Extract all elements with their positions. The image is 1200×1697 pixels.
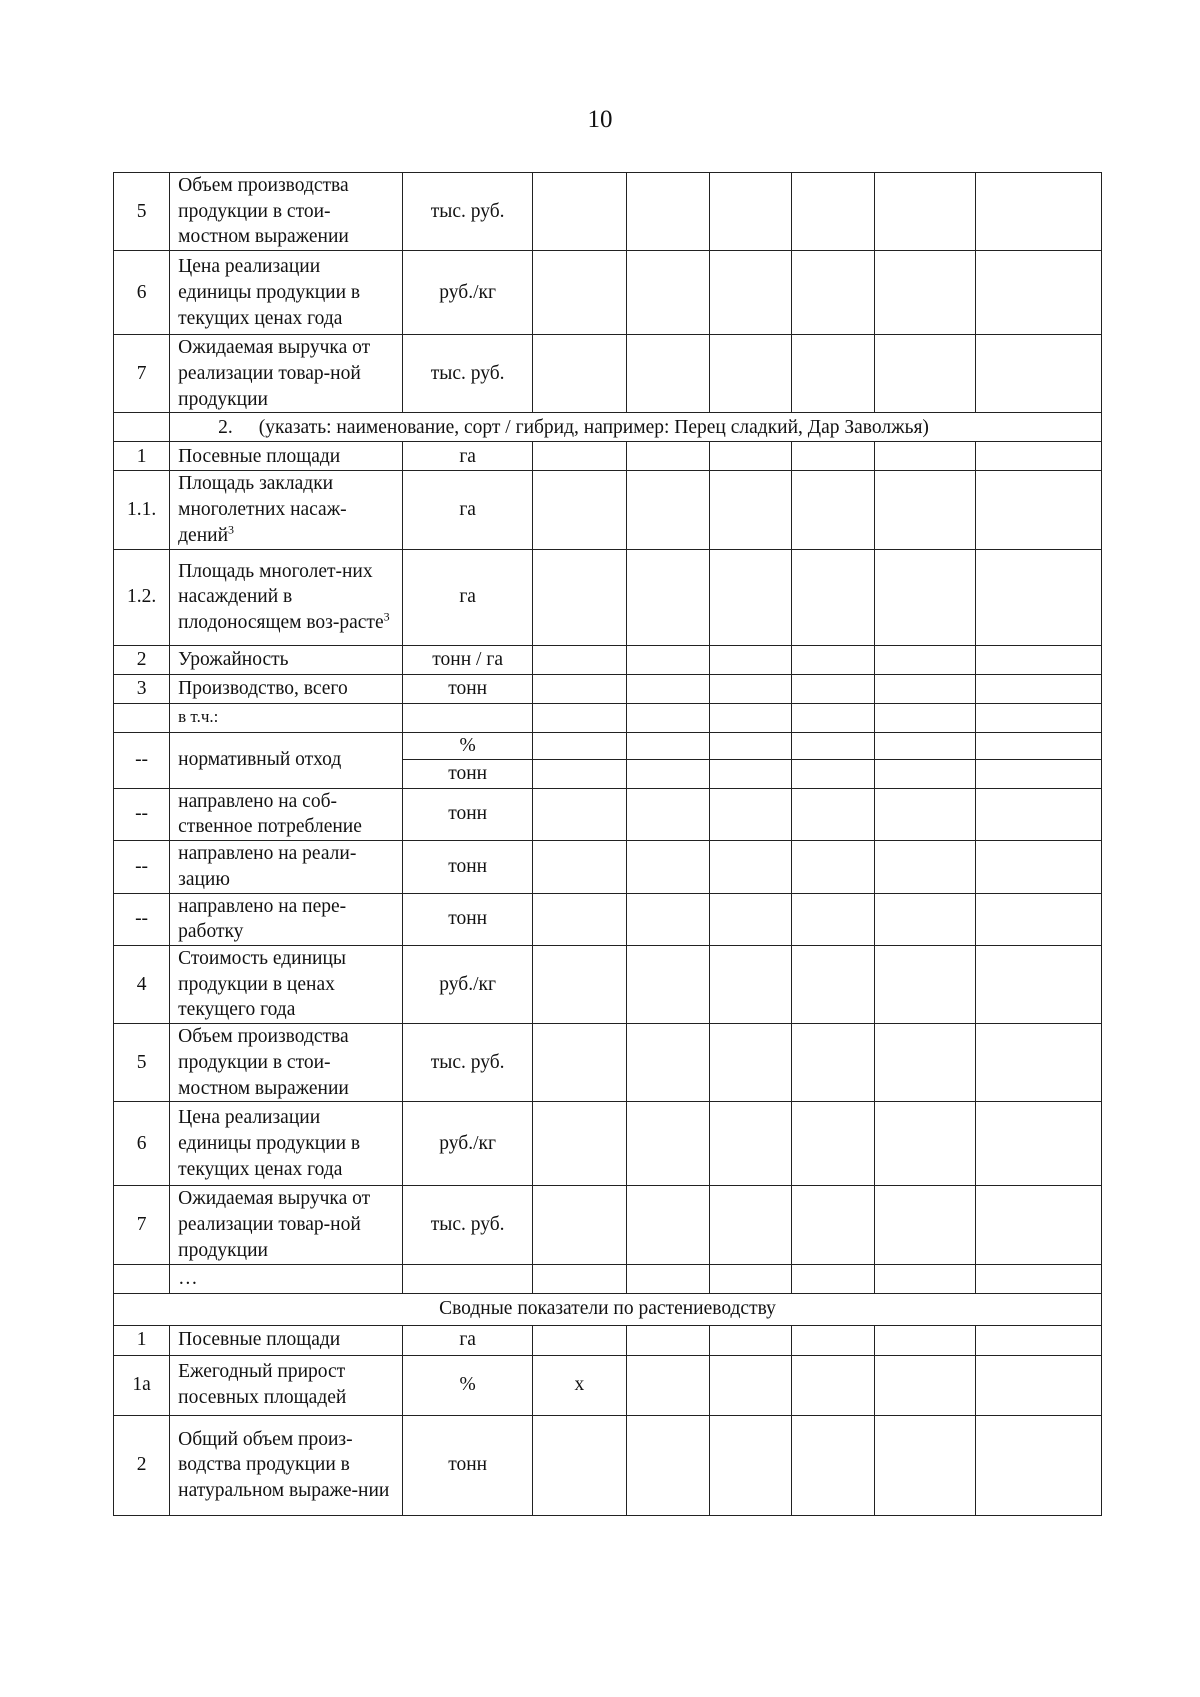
value-cell[interactable] — [975, 1264, 1101, 1293]
indicator-name: Посевные площади — [170, 1325, 403, 1355]
value-cell[interactable] — [626, 1186, 709, 1264]
value-cell[interactable] — [710, 251, 792, 335]
indicator-name: направлено на соб-ственное потребление — [170, 788, 403, 840]
table-row — [114, 732, 1102, 759]
value-cell[interactable] — [792, 251, 875, 335]
value-cell[interactable] — [626, 173, 709, 251]
value-cell[interactable] — [975, 1415, 1101, 1515]
value-cell[interactable] — [875, 946, 975, 1024]
row-number: 1.1. — [114, 471, 170, 549]
table-row — [114, 1264, 1102, 1293]
value-cell[interactable] — [532, 759, 626, 788]
value-cell[interactable] — [626, 841, 709, 893]
table-row — [114, 674, 1102, 703]
unit: тонн / га — [403, 645, 533, 674]
value-cell[interactable] — [875, 788, 975, 840]
value-cell[interactable] — [975, 1325, 1101, 1355]
row-number: 3 — [114, 674, 170, 703]
value-cell[interactable] — [626, 732, 709, 759]
table-row — [114, 549, 1102, 645]
value-cell[interactable] — [875, 703, 975, 732]
value-cell[interactable] — [626, 251, 709, 335]
section-header-row — [114, 413, 1102, 442]
unit: тонн — [403, 759, 533, 788]
unit: га — [403, 549, 533, 645]
value-cell[interactable] — [626, 1415, 709, 1515]
indicator-name: Посевные площади — [170, 442, 403, 471]
value-cell[interactable] — [792, 442, 875, 471]
value-cell[interactable] — [792, 759, 875, 788]
unit: тыс. руб. — [403, 1186, 533, 1264]
unit: га — [403, 442, 533, 471]
value-cell[interactable] — [875, 251, 975, 335]
value-cell[interactable] — [710, 1355, 792, 1415]
unit: га — [403, 1325, 533, 1355]
value-cell[interactable] — [532, 893, 626, 945]
value-cell[interactable] — [875, 173, 975, 251]
indicator-name: Ежегодный прирост посевных площадей — [170, 1355, 403, 1415]
value-cell[interactable] — [626, 788, 709, 840]
indicator-name — [170, 549, 403, 645]
table-row — [114, 788, 1102, 840]
table-row — [114, 335, 1102, 413]
value-cell[interactable] — [710, 549, 792, 645]
table-row — [114, 251, 1102, 335]
value-cell[interactable] — [626, 703, 709, 732]
value-cell[interactable] — [532, 1325, 626, 1355]
value-cell[interactable] — [792, 1186, 875, 1264]
value-cell[interactable] — [532, 1264, 626, 1293]
value-cell[interactable] — [532, 442, 626, 471]
value-cell[interactable] — [532, 1415, 626, 1515]
value-cell[interactable] — [792, 1415, 875, 1515]
value-cell[interactable] — [875, 645, 975, 674]
unit: тонн — [403, 893, 533, 945]
value-cell[interactable] — [710, 759, 792, 788]
value-cell[interactable] — [875, 1325, 975, 1355]
indicator-text: Площадь многолет-них насаждений в плодоносящем воз-расте — [178, 560, 384, 633]
value-cell[interactable] — [532, 1024, 626, 1102]
table-row — [114, 1024, 1102, 1102]
summary-title: Сводные показатели по растениеводству — [114, 1293, 1102, 1325]
value-cell[interactable] — [626, 893, 709, 945]
unit: руб./кг — [403, 946, 533, 1024]
value-cell[interactable] — [975, 335, 1101, 413]
indicator-name: Цена реализации единицы продукции в текущих ценах года — [170, 251, 403, 335]
table-row — [114, 1355, 1102, 1415]
value-cell[interactable] — [875, 1355, 975, 1415]
row-number: 5 — [114, 1024, 170, 1102]
table-row — [114, 471, 1102, 549]
row-number: 2 — [114, 645, 170, 674]
section-number: 2. — [218, 416, 233, 438]
value-cell[interactable] — [710, 471, 792, 549]
value-cell[interactable] — [626, 335, 709, 413]
value-cell[interactable] — [792, 173, 875, 251]
row-number: -- — [114, 788, 170, 840]
indicator-name: Цена реализации единицы продукции в текущих ценах года — [170, 1102, 403, 1186]
indicator-name: Объем производства продукции в стои-мостном выражении — [170, 1024, 403, 1102]
unit: руб./кг — [403, 251, 533, 335]
empty-cell — [114, 413, 170, 442]
row-number: 7 — [114, 335, 170, 413]
section-title — [170, 413, 1102, 442]
row-number: 2 — [114, 1415, 170, 1515]
table-row — [114, 841, 1102, 893]
row-number: -- — [114, 893, 170, 945]
value-cell[interactable] — [792, 335, 875, 413]
value-cell[interactable] — [792, 788, 875, 840]
row-number: -- — [114, 732, 170, 788]
value-cell[interactable] — [532, 946, 626, 1024]
value-cell[interactable] — [875, 1264, 975, 1293]
table-row — [114, 1415, 1102, 1515]
row-number: 1.2. — [114, 549, 170, 645]
value-cell[interactable] — [626, 1325, 709, 1355]
row-number: 1а — [114, 1355, 170, 1415]
value-cell[interactable] — [792, 841, 875, 893]
value-cell: х — [532, 1355, 626, 1415]
value-cell[interactable] — [532, 732, 626, 759]
row-number: 4 — [114, 946, 170, 1024]
unit: тонн — [403, 1415, 533, 1515]
value-cell[interactable] — [975, 471, 1101, 549]
indicator-name: Объем производства продукции в стои-мостном выражении — [170, 173, 403, 251]
unit: тыс. руб. — [403, 173, 533, 251]
value-cell[interactable] — [875, 674, 975, 703]
value-cell[interactable] — [875, 732, 975, 759]
value-cell[interactable] — [875, 841, 975, 893]
value-cell[interactable] — [875, 335, 975, 413]
value-cell[interactable] — [875, 759, 975, 788]
indicator-name: Урожайность — [170, 645, 403, 674]
value-cell[interactable] — [975, 1186, 1101, 1264]
value-cell[interactable] — [710, 1415, 792, 1515]
value-cell[interactable] — [975, 1102, 1101, 1186]
value-cell[interactable] — [626, 1024, 709, 1102]
value-cell[interactable] — [710, 893, 792, 945]
ellipsis: … — [170, 1264, 403, 1293]
row-number: 7 — [114, 1186, 170, 1264]
row-number: 5 — [114, 173, 170, 251]
unit: га — [403, 471, 533, 549]
value-cell[interactable] — [875, 442, 975, 471]
value-cell[interactable] — [532, 1102, 626, 1186]
value-cell[interactable] — [532, 841, 626, 893]
value-cell[interactable] — [975, 1355, 1101, 1415]
value-cell[interactable] — [626, 1102, 709, 1186]
value-cell[interactable] — [975, 788, 1101, 840]
value-cell[interactable] — [710, 1325, 792, 1355]
indicator-name: в т.ч.: — [170, 703, 403, 732]
value-cell[interactable] — [626, 946, 709, 1024]
indicator-name: Общий объем произ-водства продукции в натуральном выраже-нии — [170, 1415, 403, 1515]
value-cell[interactable] — [875, 1102, 975, 1186]
value-cell[interactable] — [710, 703, 792, 732]
table-row — [114, 442, 1102, 471]
crop-production-table — [113, 172, 1102, 1516]
indicator-name: Производство, всего — [170, 674, 403, 703]
row-number: 1 — [114, 1325, 170, 1355]
value-cell[interactable] — [792, 946, 875, 1024]
value-cell[interactable] — [975, 173, 1101, 251]
value-cell[interactable] — [710, 442, 792, 471]
table-row — [114, 893, 1102, 945]
table-row — [114, 173, 1102, 251]
table-row — [114, 703, 1102, 732]
value-cell[interactable] — [710, 1024, 792, 1102]
value-cell[interactable] — [710, 841, 792, 893]
value-cell[interactable] — [875, 893, 975, 945]
indicator-name: Стоимость единицы продукции в ценах текущего года — [170, 946, 403, 1024]
value-cell[interactable] — [875, 1186, 975, 1264]
table-row — [114, 645, 1102, 674]
value-cell[interactable] — [532, 173, 626, 251]
table-row — [114, 1102, 1102, 1186]
value-cell[interactable] — [626, 759, 709, 788]
value-cell[interactable] — [532, 251, 626, 335]
footnote-ref: 3 — [228, 522, 235, 537]
value-cell[interactable] — [710, 645, 792, 674]
value-cell[interactable] — [532, 1186, 626, 1264]
row-number: 6 — [114, 251, 170, 335]
value-cell[interactable] — [975, 1024, 1101, 1102]
unit: руб./кг — [403, 1102, 533, 1186]
value-cell[interactable] — [710, 946, 792, 1024]
unit: тыс. руб. — [403, 335, 533, 413]
value-cell[interactable] — [626, 471, 709, 549]
value-cell[interactable] — [626, 442, 709, 471]
empty-cell — [114, 1264, 170, 1293]
row-number: 6 — [114, 1102, 170, 1186]
indicator-name: нормативный отход — [170, 732, 403, 788]
indicator-name: направлено на пере-работку — [170, 893, 403, 945]
table-row — [114, 946, 1102, 1024]
unit: тонн — [403, 841, 533, 893]
value-cell[interactable] — [710, 1186, 792, 1264]
unit: тыс. руб. — [403, 1024, 533, 1102]
value-cell[interactable] — [975, 442, 1101, 471]
value-cell[interactable] — [532, 674, 626, 703]
value-cell[interactable] — [875, 1415, 975, 1515]
unit: тонн — [403, 788, 533, 840]
value-cell[interactable] — [792, 674, 875, 703]
table-row — [114, 1325, 1102, 1355]
value-cell[interactable] — [710, 1264, 792, 1293]
value-cell[interactable] — [792, 645, 875, 674]
value-cell[interactable] — [792, 1102, 875, 1186]
value-cell[interactable] — [792, 471, 875, 549]
value-cell[interactable] — [626, 1264, 709, 1293]
value-cell[interactable] — [532, 471, 626, 549]
table-row — [114, 1186, 1102, 1264]
indicator-text: Площадь закладки многолетних насаж-дений — [178, 473, 347, 546]
indicator-name: Ожидаемая выручка от реализации товар-ной продукции — [170, 335, 403, 413]
value-cell[interactable] — [710, 674, 792, 703]
indicator-name: направлено на реали-зацию — [170, 841, 403, 893]
value-cell[interactable] — [626, 645, 709, 674]
value-cell[interactable] — [792, 893, 875, 945]
value-cell[interactable] — [710, 732, 792, 759]
value-cell[interactable] — [792, 1024, 875, 1102]
value-cell[interactable] — [792, 1325, 875, 1355]
empty-cell — [403, 1264, 533, 1293]
value-cell[interactable] — [532, 335, 626, 413]
value-cell[interactable] — [710, 335, 792, 413]
value-cell[interactable] — [792, 732, 875, 759]
value-cell[interactable] — [875, 471, 975, 549]
value-cell[interactable] — [975, 759, 1101, 788]
value-cell[interactable] — [792, 1264, 875, 1293]
indicator-name: Ожидаемая выручка от реализации товар-ной продукции — [170, 1186, 403, 1264]
value-cell[interactable] — [975, 732, 1101, 759]
value-cell[interactable] — [532, 645, 626, 674]
value-cell[interactable] — [875, 549, 975, 645]
value-cell[interactable] — [975, 703, 1101, 732]
empty-cell — [114, 703, 170, 732]
value-cell[interactable] — [792, 1355, 875, 1415]
row-number: -- — [114, 841, 170, 893]
value-cell[interactable] — [532, 703, 626, 732]
section-description: (указать: наименование, сорт / гибрид, например: Перец сладкий, Дар Заволжья) — [258, 416, 929, 438]
value-cell[interactable] — [975, 251, 1101, 335]
unit: тонн — [403, 674, 533, 703]
value-cell[interactable] — [975, 549, 1101, 645]
empty-cell — [403, 703, 533, 732]
indicator-name — [170, 471, 403, 549]
value-cell[interactable] — [710, 1102, 792, 1186]
value-cell[interactable] — [975, 893, 1101, 945]
value-cell[interactable] — [975, 645, 1101, 674]
value-cell[interactable] — [792, 703, 875, 732]
value-cell[interactable] — [626, 549, 709, 645]
value-cell[interactable] — [532, 788, 626, 840]
value-cell[interactable] — [626, 1355, 709, 1415]
unit: % — [403, 1355, 533, 1415]
value-cell[interactable] — [710, 788, 792, 840]
value-cell[interactable] — [626, 674, 709, 703]
value-cell[interactable] — [792, 549, 875, 645]
value-cell[interactable] — [532, 549, 626, 645]
value-cell[interactable] — [875, 1024, 975, 1102]
page-number: 10 — [587, 106, 613, 133]
row-number: 1 — [114, 442, 170, 471]
value-cell[interactable] — [975, 841, 1101, 893]
value-cell[interactable] — [975, 946, 1101, 1024]
footnote-ref: 3 — [383, 609, 390, 624]
unit: % — [403, 732, 533, 759]
value-cell[interactable] — [710, 173, 792, 251]
value-cell[interactable] — [975, 674, 1101, 703]
section-header-row — [114, 1293, 1102, 1325]
